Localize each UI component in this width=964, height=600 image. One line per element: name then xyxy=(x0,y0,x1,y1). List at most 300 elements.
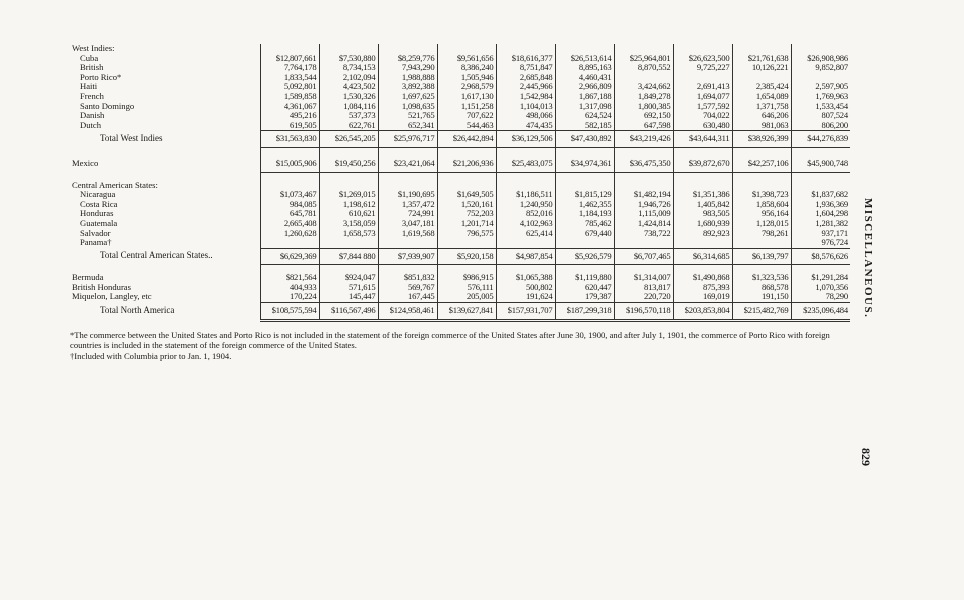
value-cell: 852,016 xyxy=(496,209,555,219)
value-cell: 4,423,502 xyxy=(319,82,378,92)
value-cell: 707,622 xyxy=(437,111,496,121)
value-cell xyxy=(791,265,850,274)
value-cell xyxy=(437,181,496,191)
value-cell: 2,597,905 xyxy=(791,82,850,92)
value-cell: $139,627,841 xyxy=(437,303,496,321)
value-cell: $924,047 xyxy=(319,273,378,283)
value-cell: $157,931,707 xyxy=(496,303,555,321)
value-cell: $821,564 xyxy=(260,273,319,283)
value-cell: $25,976,717 xyxy=(378,131,437,148)
value-cell: 1,849,278 xyxy=(614,92,673,102)
value-cell xyxy=(614,181,673,191)
row-label xyxy=(70,172,260,181)
value-cell xyxy=(319,181,378,191)
value-cell: 7,764,178 xyxy=(260,63,319,73)
value-cell: $187,299,318 xyxy=(555,303,614,321)
value-cell: 1,589,858 xyxy=(260,92,319,102)
value-cell: 1,405,842 xyxy=(673,200,732,210)
value-cell xyxy=(437,44,496,54)
value-cell: 679,440 xyxy=(555,229,614,239)
value-cell: 619,505 xyxy=(260,121,319,131)
value-cell: 1,867,188 xyxy=(555,92,614,102)
value-cell xyxy=(791,73,850,83)
value-cell xyxy=(614,265,673,274)
value-cell: $1,065,388 xyxy=(496,273,555,283)
table-row xyxy=(70,190,850,200)
value-cell: 1,936,369 xyxy=(791,200,850,210)
value-cell: 1,281,382 xyxy=(791,219,850,229)
value-cell: 1,462,355 xyxy=(555,200,614,210)
value-cell: 2,445,966 xyxy=(496,82,555,92)
value-cell: 8,895,163 xyxy=(555,63,614,73)
value-cell: 1,201,714 xyxy=(437,219,496,229)
value-cell: $21,206,936 xyxy=(437,156,496,172)
row-label: Dutch xyxy=(80,120,102,130)
table-row xyxy=(70,303,850,321)
value-cell: 1,617,130 xyxy=(437,92,496,102)
value-cell xyxy=(260,265,319,274)
table-row xyxy=(70,121,850,131)
value-cell: $1,190,695 xyxy=(378,190,437,200)
value-cell xyxy=(437,172,496,181)
value-cell: $203,853,804 xyxy=(673,303,732,321)
value-cell: 738,722 xyxy=(614,229,673,239)
side-title: MISCELLANEOUS. xyxy=(862,198,874,319)
value-cell: 495,216 xyxy=(260,111,319,121)
value-cell: 2,102,094 xyxy=(319,73,378,83)
value-cell: $34,974,361 xyxy=(555,156,614,172)
value-cell: 1,084,116 xyxy=(319,102,378,112)
row-label: Guatemala xyxy=(80,218,118,228)
row-label: Santo Domingo xyxy=(80,101,135,111)
value-cell: $45,900,748 xyxy=(791,156,850,172)
value-cell: $43,219,426 xyxy=(614,131,673,148)
value-cell xyxy=(732,172,791,181)
value-cell: 892,923 xyxy=(673,229,732,239)
value-cell xyxy=(260,147,319,156)
value-cell: $1,351,386 xyxy=(673,190,732,200)
value-cell: $25,964,801 xyxy=(614,54,673,64)
value-cell xyxy=(732,147,791,156)
group-heading: Central American States: xyxy=(72,180,158,190)
value-cell xyxy=(319,172,378,181)
total-label: Total North America xyxy=(100,304,175,315)
value-cell: $851,832 xyxy=(378,273,437,283)
commerce-table xyxy=(70,44,850,322)
value-cell: 785,462 xyxy=(555,219,614,229)
table-row xyxy=(70,200,850,210)
mexico-label: Mexico xyxy=(72,157,99,168)
value-cell: 976,724 xyxy=(791,238,850,248)
value-cell: 4,361,067 xyxy=(260,102,319,112)
value-cell: 2,691,413 xyxy=(673,82,732,92)
value-cell: 645,781 xyxy=(260,209,319,219)
value-cell: 498,066 xyxy=(496,111,555,121)
value-cell: 807,524 xyxy=(791,111,850,121)
value-cell xyxy=(496,172,555,181)
value-cell xyxy=(437,265,496,274)
table-row xyxy=(70,181,850,191)
value-cell xyxy=(673,147,732,156)
value-cell: $7,939,907 xyxy=(378,248,437,265)
value-cell: $7,530,880 xyxy=(319,54,378,64)
value-cell xyxy=(791,172,850,181)
table-row xyxy=(70,102,850,112)
value-cell: 1,654,089 xyxy=(732,92,791,102)
value-cell: 981,063 xyxy=(732,121,791,131)
value-cell xyxy=(319,147,378,156)
value-cell: $47,430,892 xyxy=(555,131,614,148)
value-cell: $43,644,311 xyxy=(673,131,732,148)
value-cell: $21,761,638 xyxy=(732,54,791,64)
row-label: Porto Rico* xyxy=(80,72,122,82)
value-cell: 752,203 xyxy=(437,209,496,219)
value-cell: 1,151,258 xyxy=(437,102,496,112)
value-cell xyxy=(732,238,791,248)
table-row xyxy=(70,292,850,302)
value-cell: $1,815,129 xyxy=(555,190,614,200)
value-cell: 521,765 xyxy=(378,111,437,121)
value-cell: 1,260,628 xyxy=(260,229,319,239)
value-cell xyxy=(378,44,437,54)
value-cell: $36,475,350 xyxy=(614,156,673,172)
row-label: British Honduras xyxy=(72,282,131,292)
value-cell: 984,085 xyxy=(260,200,319,210)
value-cell: 1,070,356 xyxy=(791,283,850,293)
footnote-porto-rico: *The commerce between the United States and Porto Rico is not included in the statement of the foreign commerce of the United States after June 30, 1900, and after July 1, 1901, the commerce of Porto Rico with foreign countries is included in the statement of the foreign commerce of the United States. xyxy=(70,329,830,350)
row-label: French xyxy=(80,91,104,101)
value-cell: 1,115,009 xyxy=(614,209,673,219)
value-cell xyxy=(614,73,673,83)
value-cell: $124,958,461 xyxy=(378,303,437,321)
value-cell: 2,966,809 xyxy=(555,82,614,92)
value-cell xyxy=(673,265,732,274)
value-cell: 625,414 xyxy=(496,229,555,239)
value-cell: 692,150 xyxy=(614,111,673,121)
value-cell: 1,697,625 xyxy=(378,92,437,102)
value-cell: 8,751,847 xyxy=(496,63,555,73)
value-cell: $1,314,007 xyxy=(614,273,673,283)
value-cell xyxy=(260,172,319,181)
value-cell: $1,649,505 xyxy=(437,190,496,200)
value-cell: 1,769,963 xyxy=(791,92,850,102)
value-cell: $235,096,484 xyxy=(791,303,850,321)
value-cell xyxy=(555,44,614,54)
value-cell: 4,102,963 xyxy=(496,219,555,229)
value-cell: $26,623,500 xyxy=(673,54,732,64)
value-cell: 3,158,059 xyxy=(319,219,378,229)
value-cell xyxy=(791,147,850,156)
value-cell: 3,892,388 xyxy=(378,82,437,92)
value-cell: 652,341 xyxy=(378,121,437,131)
value-cell: $23,421,064 xyxy=(378,156,437,172)
value-cell xyxy=(260,238,319,248)
value-cell: 8,386,240 xyxy=(437,63,496,73)
table-row xyxy=(70,44,850,54)
value-cell: $1,073,467 xyxy=(260,190,319,200)
value-cell xyxy=(496,181,555,191)
table-row xyxy=(70,229,850,239)
value-cell xyxy=(614,238,673,248)
value-cell xyxy=(319,44,378,54)
value-cell: $5,926,579 xyxy=(555,248,614,265)
value-cell: 798,261 xyxy=(732,229,791,239)
table-row xyxy=(70,82,850,92)
value-cell: 571,615 xyxy=(319,283,378,293)
value-cell: $39,872,670 xyxy=(673,156,732,172)
value-cell xyxy=(319,265,378,274)
value-cell: 1,184,193 xyxy=(555,209,614,219)
table-row xyxy=(70,147,850,156)
footnotes xyxy=(70,330,845,361)
value-cell: 624,524 xyxy=(555,111,614,121)
table-row xyxy=(70,219,850,229)
value-cell: 1,577,592 xyxy=(673,102,732,112)
value-cell: 620,447 xyxy=(555,283,614,293)
value-cell: $26,908,986 xyxy=(791,54,850,64)
value-cell: 5,092,801 xyxy=(260,82,319,92)
group-heading: West Indies: xyxy=(72,44,115,53)
value-cell xyxy=(437,238,496,248)
value-cell xyxy=(673,181,732,191)
value-cell: 1,128,015 xyxy=(732,219,791,229)
value-cell: 1,104,013 xyxy=(496,102,555,112)
value-cell: 796,575 xyxy=(437,229,496,239)
value-cell: 500,802 xyxy=(496,283,555,293)
value-cell: $36,129,506 xyxy=(496,131,555,148)
value-cell: 3,047,181 xyxy=(378,219,437,229)
value-cell: 1,658,573 xyxy=(319,229,378,239)
value-cell: 1,694,077 xyxy=(673,92,732,102)
value-cell: $42,257,106 xyxy=(732,156,791,172)
value-cell: 1,317,098 xyxy=(555,102,614,112)
value-cell: $7,844 880 xyxy=(319,248,378,265)
table-row xyxy=(70,92,850,102)
value-cell xyxy=(614,147,673,156)
value-cell: 8,870,552 xyxy=(614,63,673,73)
row-label: Cuba xyxy=(80,53,99,63)
footnote-panama: †Included with Columbia prior to Jan. 1, 1904. xyxy=(70,350,232,361)
value-cell: $8,259,776 xyxy=(378,54,437,64)
value-cell: $1,398,723 xyxy=(732,190,791,200)
table-row xyxy=(70,63,850,73)
value-cell: 145,447 xyxy=(319,292,378,302)
value-cell: 806,200 xyxy=(791,121,850,131)
value-cell: $19,450,256 xyxy=(319,156,378,172)
value-cell: 1,505,946 xyxy=(437,73,496,83)
value-cell: 170,224 xyxy=(260,292,319,302)
value-cell: 1,946,726 xyxy=(614,200,673,210)
value-cell: 3,424,662 xyxy=(614,82,673,92)
row-label: Honduras xyxy=(80,209,114,219)
value-cell xyxy=(673,238,732,248)
value-cell: 1,520,161 xyxy=(437,200,496,210)
value-cell: 544,463 xyxy=(437,121,496,131)
value-cell: $4,987,854 xyxy=(496,248,555,265)
value-cell: 474,435 xyxy=(496,121,555,131)
value-cell: 9,725,227 xyxy=(673,63,732,73)
value-cell: 1,542,984 xyxy=(496,92,555,102)
value-cell: 2,385,424 xyxy=(732,82,791,92)
value-cell: $215,482,769 xyxy=(732,303,791,321)
value-cell xyxy=(673,73,732,83)
value-cell: $1,186,511 xyxy=(496,190,555,200)
value-cell: $1,119,880 xyxy=(555,273,614,283)
row-label: Danish xyxy=(80,111,105,121)
value-cell: $1,323,536 xyxy=(732,273,791,283)
value-cell: 1,198,612 xyxy=(319,200,378,210)
value-cell: $1,482,194 xyxy=(614,190,673,200)
value-cell: 622,761 xyxy=(319,121,378,131)
value-cell xyxy=(378,238,437,248)
value-cell: $18,616,377 xyxy=(496,54,555,64)
value-cell: $26,442,894 xyxy=(437,131,496,148)
value-cell: $1,291,284 xyxy=(791,273,850,283)
value-cell: $26,545,205 xyxy=(319,131,378,148)
row-label: British xyxy=(80,63,104,73)
table-row xyxy=(70,111,850,121)
value-cell xyxy=(378,172,437,181)
value-cell: 10,126,221 xyxy=(732,63,791,73)
row-label: Nicaragua xyxy=(80,190,116,200)
value-cell xyxy=(260,44,319,54)
value-cell: 220,720 xyxy=(614,292,673,302)
value-cell: $9,561,656 xyxy=(437,54,496,64)
value-cell: 937,171 xyxy=(791,229,850,239)
table-row xyxy=(70,248,850,265)
table-row xyxy=(70,283,850,293)
value-cell xyxy=(555,238,614,248)
value-cell: 8,734,153 xyxy=(319,63,378,73)
total-label: Total Central American States.. xyxy=(100,250,213,261)
value-cell: $196,570,118 xyxy=(614,303,673,321)
value-cell: $1,269,015 xyxy=(319,190,378,200)
value-cell xyxy=(673,172,732,181)
row-label xyxy=(70,265,260,274)
value-cell: $26,513,614 xyxy=(555,54,614,64)
value-cell xyxy=(496,147,555,156)
value-cell: 1,371,758 xyxy=(732,102,791,112)
value-cell: $12,807,661 xyxy=(260,54,319,64)
value-cell xyxy=(555,265,614,274)
value-cell: 1,858,604 xyxy=(732,200,791,210)
value-cell: 630,480 xyxy=(673,121,732,131)
value-cell: 956,164 xyxy=(732,209,791,219)
table-row xyxy=(70,73,850,83)
value-cell xyxy=(260,181,319,191)
value-cell: 724,991 xyxy=(378,209,437,219)
table-row xyxy=(70,54,850,64)
table-row xyxy=(70,172,850,181)
value-cell xyxy=(378,147,437,156)
table-row xyxy=(70,209,850,219)
page-number: 829 xyxy=(859,448,873,466)
value-cell xyxy=(437,147,496,156)
value-cell: 1,240,950 xyxy=(496,200,555,210)
value-cell: 191,624 xyxy=(496,292,555,302)
table-row xyxy=(70,156,850,172)
value-cell xyxy=(496,44,555,54)
value-cell xyxy=(614,172,673,181)
value-cell: 169,019 xyxy=(673,292,732,302)
value-cell: $6,139,797 xyxy=(732,248,791,265)
value-cell xyxy=(555,181,614,191)
value-cell xyxy=(732,73,791,83)
value-cell: 813,817 xyxy=(614,283,673,293)
value-cell: $5,920,158 xyxy=(437,248,496,265)
value-cell: 205,005 xyxy=(437,292,496,302)
value-cell xyxy=(319,238,378,248)
table-row xyxy=(70,131,850,148)
value-cell: 582,185 xyxy=(555,121,614,131)
row-label: Bermuda xyxy=(72,273,104,283)
value-cell: 868,578 xyxy=(732,283,791,293)
value-cell xyxy=(614,44,673,54)
value-cell: 1,098,635 xyxy=(378,102,437,112)
value-cell xyxy=(732,265,791,274)
table-row xyxy=(70,273,850,283)
value-cell: $38,926,399 xyxy=(732,131,791,148)
value-cell: 78,290 xyxy=(791,292,850,302)
value-cell: 2,665,408 xyxy=(260,219,319,229)
value-cell xyxy=(555,172,614,181)
value-cell: 983,505 xyxy=(673,209,732,219)
row-label: Miquelon, Langley, etc xyxy=(72,292,152,302)
value-cell: $15,005,906 xyxy=(260,156,319,172)
value-cell: $1,837,682 xyxy=(791,190,850,200)
table-row xyxy=(70,265,850,274)
value-cell: 647,598 xyxy=(614,121,673,131)
document xyxy=(70,44,850,362)
value-cell: 9,852,807 xyxy=(791,63,850,73)
value-cell: 2,685,848 xyxy=(496,73,555,83)
value-cell: $8,576,626 xyxy=(791,248,850,265)
value-cell: 1,800,385 xyxy=(614,102,673,112)
value-cell xyxy=(496,265,555,274)
value-cell: 537,373 xyxy=(319,111,378,121)
value-cell: 2,968,579 xyxy=(437,82,496,92)
value-cell: 1,424,814 xyxy=(614,219,673,229)
value-cell: 646,206 xyxy=(732,111,791,121)
value-cell: $6,707,465 xyxy=(614,248,673,265)
value-cell: 4,460,431 xyxy=(555,73,614,83)
table-body xyxy=(70,44,850,320)
value-cell: $116,567,496 xyxy=(319,303,378,321)
value-cell: 610,621 xyxy=(319,209,378,219)
value-cell: 1,604,298 xyxy=(791,209,850,219)
value-cell xyxy=(378,265,437,274)
value-cell: 1,833,544 xyxy=(260,73,319,83)
value-cell: $31,563,830 xyxy=(260,131,319,148)
value-cell: $6,629,369 xyxy=(260,248,319,265)
value-cell: 1,619,568 xyxy=(378,229,437,239)
value-cell: 875,393 xyxy=(673,283,732,293)
value-cell xyxy=(791,181,850,191)
value-cell: 1,533,454 xyxy=(791,102,850,112)
value-cell: 1,357,472 xyxy=(378,200,437,210)
value-cell: 404,933 xyxy=(260,283,319,293)
value-cell xyxy=(791,44,850,54)
value-cell: 1,680,939 xyxy=(673,219,732,229)
value-cell xyxy=(555,147,614,156)
value-cell: 1,530,326 xyxy=(319,92,378,102)
table-row xyxy=(70,238,850,248)
value-cell: 7,943,290 xyxy=(378,63,437,73)
value-cell: $44,276,839 xyxy=(791,131,850,148)
value-cell: 1,988,888 xyxy=(378,73,437,83)
value-cell: $25,483,075 xyxy=(496,156,555,172)
value-cell: 704,022 xyxy=(673,111,732,121)
